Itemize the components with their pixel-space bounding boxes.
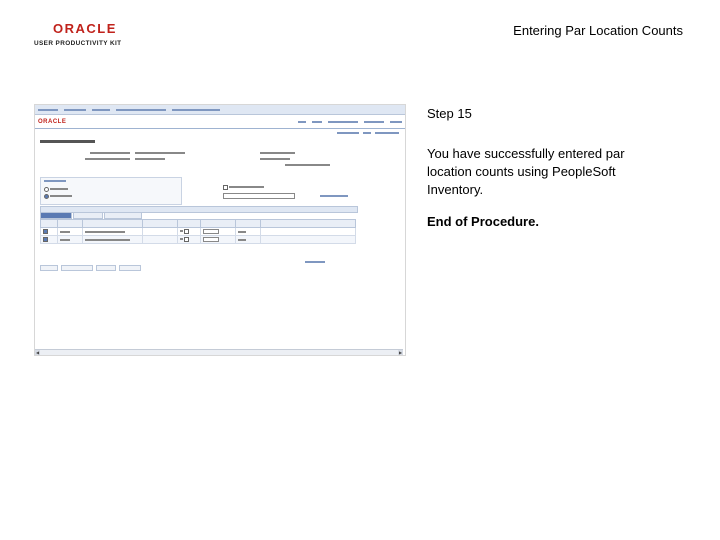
step-message: You have successfully entered par location counts using PeopleSoft Inventory. <box>427 146 625 197</box>
app-field-status <box>285 164 330 166</box>
app-row-count-input[interactable] <box>203 237 219 242</box>
app-header-links <box>298 121 402 123</box>
app-grid-row <box>41 228 356 236</box>
instruction-panel <box>427 105 672 231</box>
app-oracle-logo: ORACLE <box>38 118 67 125</box>
app-refresh-button[interactable] <box>119 265 141 271</box>
app-row-flag[interactable] <box>184 237 189 242</box>
logo-product: USER PRODUCTIVITY KIT <box>34 40 122 47</box>
app-checkbox-option[interactable] <box>223 185 228 190</box>
page-title: Entering Par Location Counts <box>513 23 683 38</box>
app-grid-row <box>41 236 356 244</box>
app-radio-option-2[interactable] <box>44 194 49 199</box>
app-tab-1[interactable] <box>40 212 72 219</box>
app-page-heading <box>40 140 95 143</box>
app-notify-button[interactable] <box>96 265 116 271</box>
scroll-left-arrow-icon[interactable]: ◀ <box>35 350 40 355</box>
app-row-check[interactable] <box>43 229 48 234</box>
app-field-desc <box>135 158 165 160</box>
app-field-par-location <box>85 158 130 160</box>
app-horizontal-scrollbar[interactable] <box>35 349 403 355</box>
app-save-button[interactable] <box>40 265 58 271</box>
app-end-link[interactable] <box>305 261 325 263</box>
step-label: Step 15 <box>427 106 472 121</box>
end-of-procedure: End of Procedure. <box>427 214 539 229</box>
app-action-buttons <box>40 265 141 271</box>
app-field-par-count <box>260 158 290 160</box>
app-display-options <box>40 177 182 205</box>
app-row-check[interactable] <box>43 237 48 242</box>
breadcrumb-bar <box>35 105 405 115</box>
app-dropdown[interactable] <box>223 193 295 199</box>
app-field-unit <box>90 152 130 154</box>
app-row-flag[interactable] <box>184 229 189 234</box>
app-par-location-grid <box>40 219 356 244</box>
scroll-right-arrow-icon[interactable]: ▶ <box>398 350 403 355</box>
app-tab-3[interactable] <box>104 212 142 219</box>
app-radio-option-1[interactable] <box>44 187 49 192</box>
app-field-location <box>135 152 185 154</box>
oracle-upk-logo <box>34 22 126 50</box>
app-grid-header-row <box>41 220 356 228</box>
app-field-par-group <box>260 152 295 154</box>
application-screenshot <box>34 104 406 356</box>
logo-brand: ORACLE <box>53 21 117 36</box>
app-return-button[interactable] <box>61 265 93 271</box>
app-brand-bar <box>35 115 405 129</box>
app-toolbar-links <box>35 129 405 137</box>
app-grid-tabs <box>40 212 142 219</box>
app-tab-2[interactable] <box>73 212 103 219</box>
app-row-count-input[interactable] <box>203 229 219 234</box>
